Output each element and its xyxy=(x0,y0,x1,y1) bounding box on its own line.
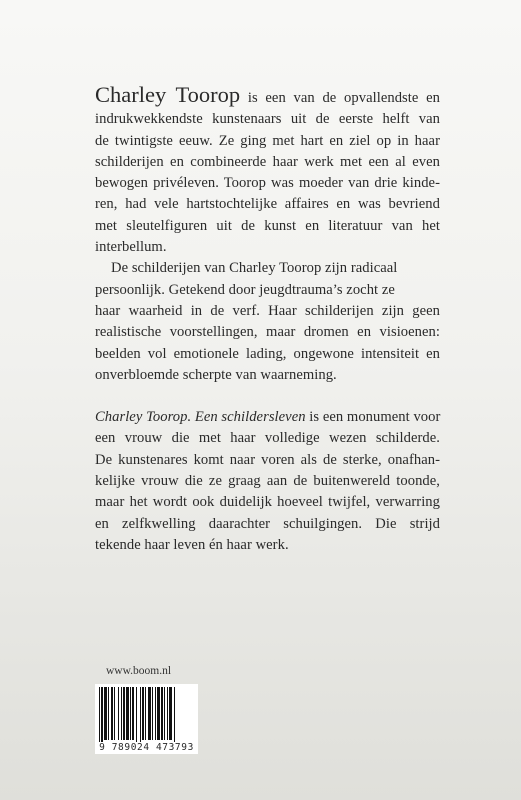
text-line: persoonlijk. Getekend door jeugdtrauma’s zocht ze xyxy=(95,281,395,298)
barcode-bar xyxy=(132,687,134,740)
barcode-bar xyxy=(126,687,129,740)
barcode-bar xyxy=(136,687,137,744)
paragraph-3 xyxy=(95,407,440,556)
text-line: Charley Toorop. Een schildersleven is een monument voor xyxy=(95,409,441,426)
barcode-bar xyxy=(121,687,122,740)
barcode-bar xyxy=(161,687,163,740)
barcode-bar xyxy=(155,687,156,740)
barcode-bar xyxy=(114,687,115,740)
text-line: schilderijen en combineerde haar werk met een al even xyxy=(95,153,440,170)
paragraph-1 xyxy=(95,84,440,258)
text-line: ren, had vele hartstochtelijke affaires en was bevriend xyxy=(95,196,440,213)
barcode-bar xyxy=(174,687,175,744)
barcode-bar xyxy=(111,687,113,740)
text-line: kelijke vrouw die ze graag aan de buitenwereld toonde, xyxy=(95,473,440,490)
barcode-bar xyxy=(142,687,144,740)
barcode-bar xyxy=(123,687,125,740)
publisher-url: www.boom.nl xyxy=(106,665,172,677)
text-line: maar het wordt ook duidelijk hoeveel twijfel, verwarring xyxy=(95,494,440,511)
text-line: realistische voorstellingen, maar dromen en visioenen: xyxy=(95,324,440,341)
text-line: interbellum. xyxy=(95,239,167,256)
text-line: indrukwekkendste kunstenaars uit de eerste helft van xyxy=(95,111,440,128)
text-line: tekende haar leven én haar werk. xyxy=(95,536,289,553)
book-title-italic: Charley Toorop. Een schildersleven xyxy=(95,409,306,426)
barcode-bar xyxy=(169,687,172,740)
text-line: Charley Toorop is een van de opvallendste en xyxy=(95,82,441,107)
isbn-barcode xyxy=(95,684,198,754)
barcode-bar xyxy=(152,687,153,740)
barcode-bar xyxy=(108,687,109,740)
barcode-bar xyxy=(145,687,146,740)
text-line: de twintigste eeuw. Ze ging met hart en ziel op in haar xyxy=(95,132,440,149)
barcode-bar xyxy=(140,687,141,744)
text-line: De kunstenares komt naar voren als de sterke, onafhan- xyxy=(95,451,440,468)
barcode-bar xyxy=(104,687,107,740)
back-cover-text xyxy=(95,84,440,556)
text-line: onverbloemde scherpte van waarneming. xyxy=(95,366,337,383)
text-line: haar waarheid in de verf. Haar schilderijen zijn geen xyxy=(95,302,440,319)
barcode-bar xyxy=(99,687,100,744)
text-line: een vrouw die met haar volledige wezen schilderde. xyxy=(95,430,440,447)
lead-title: Charley Toorop xyxy=(95,82,241,107)
barcode-bars xyxy=(95,684,198,744)
text-line: en zelfkwelling daarachter schuilgingen. Die strijd xyxy=(95,515,440,532)
text-line: bewogen privéleven. Toorop was moeder van drie kinde- xyxy=(95,175,440,192)
barcode-bar xyxy=(118,687,119,740)
barcode-bar xyxy=(101,687,103,744)
barcode-bar xyxy=(157,687,160,740)
barcode-bar xyxy=(164,687,165,740)
text-line: De schilderijen van Charley Toorop zijn radicaal xyxy=(111,260,398,277)
barcode-bar xyxy=(167,687,168,740)
paragraph-2 xyxy=(95,258,440,386)
barcode-bar xyxy=(148,687,151,740)
text-line: met sleutelfiguren uit de kunst en literatuur van het xyxy=(95,217,440,234)
isbn-number: 9 789024 473793 xyxy=(95,742,198,753)
text-line: beelden vol emotionele lading, ongewone intensiteit en xyxy=(95,345,440,362)
barcode-bar xyxy=(130,687,131,740)
